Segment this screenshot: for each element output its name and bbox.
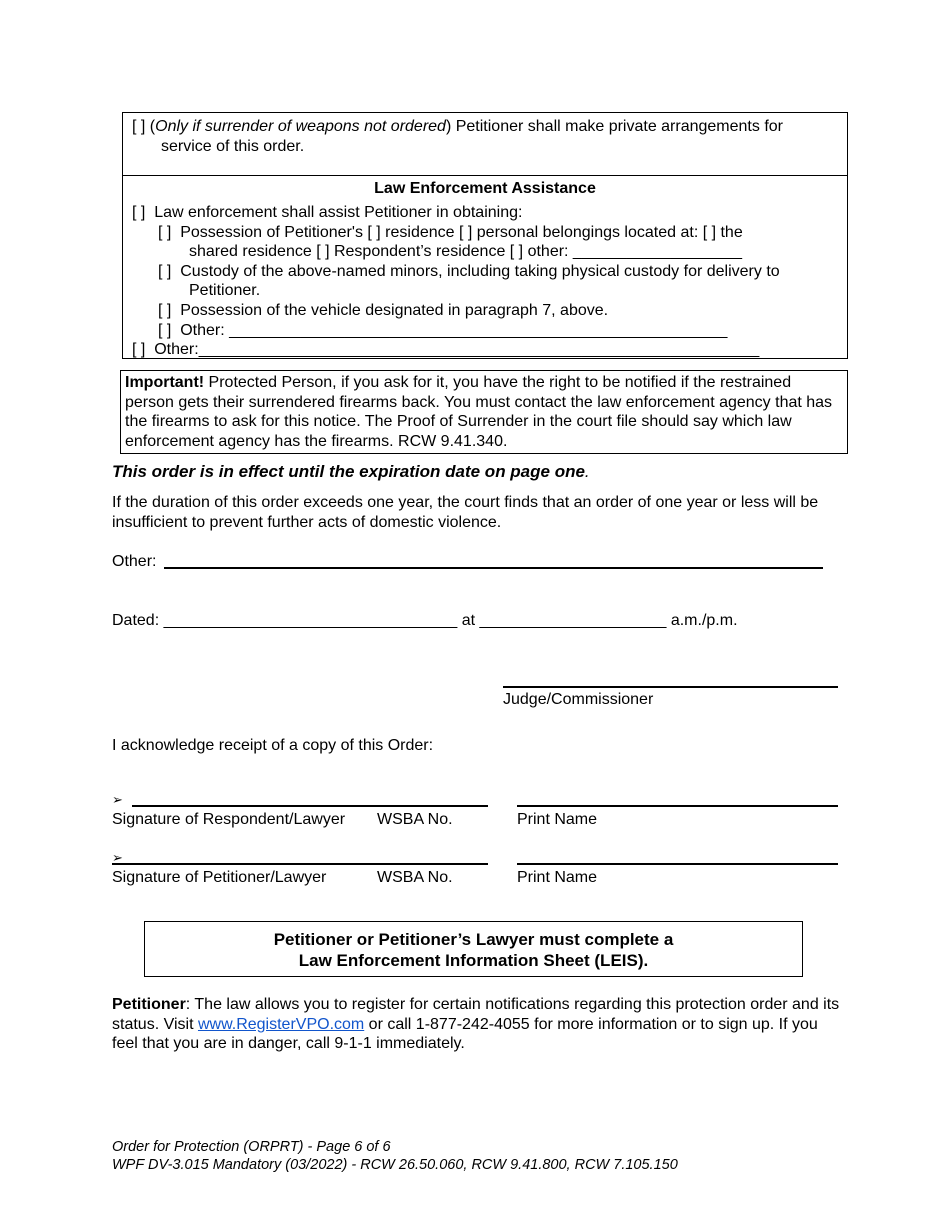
important-notice [120, 370, 848, 454]
important-text: Protected Person, if you ask for it, you have the right to be notified if the restrained person gets their surrendered firearms back. You must contact the law enforcement agency that has the firearms to ask for this notice. The Proof of Surrender in the court file should say which law enforcement agency has the firearms. RCW 9.41.340. [125, 374, 833, 450]
assistance-intro: [ ] Law enforcement shall assist Petitioner in obtaining: [132, 204, 523, 221]
assistance-item-2: [ ] Custody of the above-named minors, including taking physical custody for delivery to [158, 263, 780, 280]
assistance-other-checkbox[interactable]: [ ] [132, 341, 146, 358]
item-3-checkbox[interactable]: [ ] [158, 302, 172, 319]
effect-statement: This order is in effect until the expiration date on page one. [112, 462, 590, 481]
petitioner-print-name-label: Print Name [517, 869, 598, 886]
assistance-item-1: [ ] Possession of Petitioner's [ ] residence [ ] personal belongings located at: [ ] the [158, 224, 743, 241]
dated-at: at [461, 612, 476, 629]
assistance-item-4: [ ] Other: ________________________________________________________ [158, 322, 728, 339]
acknowledge-text: I acknowledge receipt of a copy of this Order: [112, 737, 434, 754]
dated-ampm: a.m./p.m. [670, 612, 738, 629]
dated-label: Dated: [112, 612, 160, 629]
assistance-item-2-cont: Petitioner. [189, 282, 261, 299]
dated-time-blank[interactable]: _____________________ [479, 612, 667, 629]
petitioner-wsba-label: WSBA No. [377, 869, 453, 886]
petitioner-notice-label: Petitioner [112, 996, 186, 1013]
law-enforcement-box [122, 112, 848, 359]
dated-row [112, 611, 738, 631]
respondent-print-name-label: Print Name [517, 811, 598, 828]
petitioner-print-name-line[interactable] [517, 863, 838, 865]
private-service-condition: Only if surrender of weapons not ordered [155, 118, 446, 135]
footer-form-info: WPF DV-3.015 Mandatory (03/2022) - RCW 26.50.060, RCW 9.41.800, RCW 7.105.150 [112, 1157, 678, 1173]
leis-line1: Petitioner or Petitioner’s Lawyer must complete a [273, 930, 674, 949]
assistance-intro-checkbox[interactable]: [ ] [132, 204, 146, 221]
important-label: Important! [125, 374, 205, 391]
respondent-wsba-label: WSBA No. [377, 811, 453, 828]
item-4-checkbox[interactable]: [ ] [158, 322, 172, 339]
respondent-print-name-line[interactable] [517, 805, 838, 807]
register-vpo-link[interactable]: www.RegisterVPO.com [197, 1015, 365, 1033]
petitioner-signature-line[interactable] [112, 863, 488, 865]
judge-signature-line[interactable] [503, 686, 838, 688]
assistance-heading: Law Enforcement Assistance [374, 180, 596, 197]
assistance-other: [ ] Other:_______________________________________________________________ [132, 341, 760, 358]
item-1-checkbox[interactable]: [ ] [158, 224, 172, 241]
arrow-icon: ➢ [112, 850, 123, 865]
assistance-item-1-cont: shared residence [ ] Respondent’s residence [ ] other: ___________________ [189, 243, 742, 260]
leis-notice-box [144, 921, 803, 977]
box-divider [123, 175, 847, 176]
petitioner-notice: Petitioner: The law allows you to register for certain notifications regarding this protection order and its status. Visit www.RegisterVPO.com or call 1-877-242-4055 for more information or to sign up. If you feel that you are in danger, call 9-1-1 immediately. [112, 996, 840, 1052]
leis-line2: Law Enforcement Information Sheet (LEIS). [298, 951, 649, 970]
respondent-signature-label: Signature of Respondent/Lawyer [112, 811, 346, 828]
assistance-item-3: [ ] Possession of the vehicle designated in paragraph 7, above. [158, 302, 609, 319]
private-service-checkbox[interactable]: [ ] [132, 118, 146, 135]
arrow-icon: ➢ [112, 792, 123, 807]
other-label: Other: [112, 553, 157, 570]
other-line[interactable] [164, 567, 823, 569]
judge-label: Judge/Commissioner [503, 691, 654, 708]
petitioner-signature-label: Signature of Petitioner/Lawyer [112, 869, 327, 886]
item-2-checkbox[interactable]: [ ] [158, 263, 172, 280]
respondent-signature-line[interactable] [132, 805, 488, 807]
private-service-line2: service of this order. [161, 138, 305, 155]
dated-date-blank[interactable]: _________________________________ [163, 612, 458, 629]
footer-page-info: Order for Protection (ORPRT) - Page 6 of 6 [112, 1139, 391, 1155]
duration-finding: If the duration of this order exceeds one year, the court finds that an order of one year or less will be insufficient to prevent further acts of domestic violence. [112, 494, 819, 531]
private-service-line1: [ ] (Only if surrender of weapons not ordered) Petitioner shall make private arrangements for [132, 118, 783, 135]
